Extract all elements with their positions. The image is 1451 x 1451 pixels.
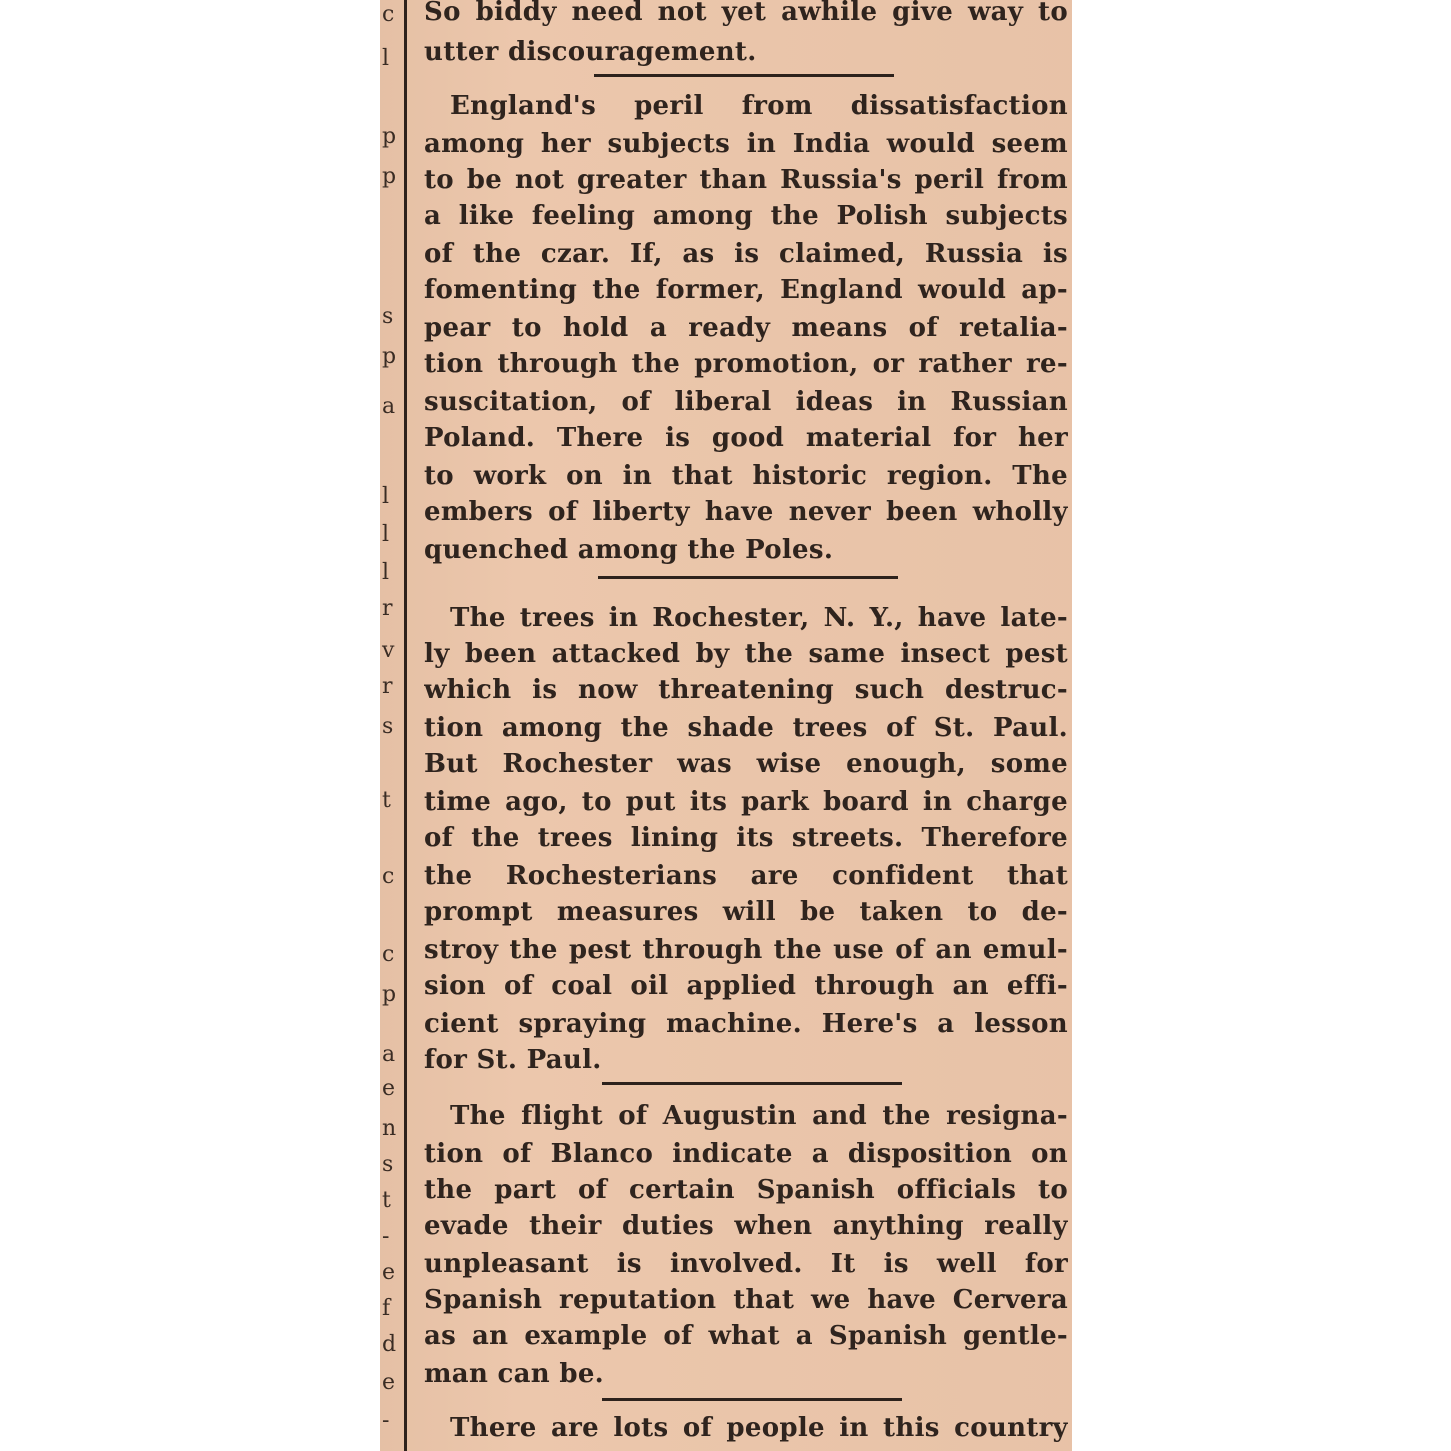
margin-fragment: l bbox=[382, 46, 390, 71]
text-line: The flight of Augustin and the resigna- bbox=[450, 1101, 1068, 1131]
margin-fragment: e bbox=[382, 1370, 396, 1395]
margin-fragment: a bbox=[382, 394, 396, 419]
section-divider bbox=[594, 74, 894, 77]
text-line: embers of liberty have never been wholly bbox=[424, 497, 1068, 527]
section-divider bbox=[602, 1398, 902, 1401]
text-line: for St. Paul. bbox=[424, 1045, 602, 1075]
text-line: sion of coal oil applied through an effi- bbox=[424, 971, 1068, 1001]
text-line: quenched among the Poles. bbox=[424, 535, 834, 565]
margin-fragment: c bbox=[382, 942, 395, 967]
margin-fragment: l bbox=[382, 522, 390, 547]
section-divider bbox=[598, 576, 898, 579]
margin-fragment: c bbox=[382, 864, 395, 889]
text-line: as an example of what a Spanish gentle- bbox=[424, 1321, 1068, 1351]
text-line: pear to hold a ready means of retalia- bbox=[424, 313, 1068, 343]
margin-fragment: l bbox=[382, 560, 390, 585]
text-line: tion among the shade trees of St. Paul. bbox=[424, 713, 1068, 743]
margin-fragment: p bbox=[382, 164, 397, 189]
margin-fragment: t bbox=[382, 1188, 391, 1213]
margin-fragment: p bbox=[382, 124, 397, 149]
text-line: to work on in that historic region. The bbox=[424, 461, 1068, 491]
text-line: Poland. There is good material for her bbox=[424, 423, 1068, 453]
section-divider bbox=[602, 1082, 902, 1085]
margin-fragment: - bbox=[382, 1224, 390, 1249]
text-line: ly been attacked by the same insect pest bbox=[424, 639, 1068, 669]
margin-fragment: t bbox=[382, 788, 391, 813]
text-line: So biddy need not yet awhile give way to bbox=[424, 0, 1068, 27]
margin-fragment: f bbox=[382, 1296, 391, 1321]
text-line: prompt measures will be taken to de- bbox=[424, 897, 1068, 927]
article-column bbox=[424, 0, 1068, 1451]
column-rule bbox=[404, 0, 407, 1451]
text-line: of the czar. If, as is claimed, Russia is bbox=[424, 239, 1068, 269]
margin-fragment: s bbox=[382, 1152, 394, 1177]
margin-fragment: l bbox=[382, 484, 390, 509]
text-line: the part of certain Spanish officials to bbox=[424, 1175, 1068, 1205]
text-line: The trees in Rochester, N. Y., have late- bbox=[450, 603, 1068, 633]
margin-fragment: s bbox=[382, 714, 394, 739]
text-line: fomenting the former, England would ap- bbox=[424, 275, 1068, 305]
text-line: evade their duties when anything really bbox=[424, 1211, 1068, 1241]
text-line: among her subjects in India would seem bbox=[424, 129, 1068, 159]
text-line: of the trees lining its streets. Therefore bbox=[424, 823, 1068, 853]
text-line: tion of Blanco indicate a disposition on bbox=[424, 1139, 1068, 1169]
margin-fragment: s bbox=[382, 304, 394, 329]
margin-fragment: v bbox=[382, 638, 395, 663]
margin-fragment: c bbox=[382, 2, 395, 27]
text-line: stroy the pest through the use of an emul- bbox=[424, 935, 1068, 965]
text-line: time ago, to put its park board in charge bbox=[424, 787, 1068, 817]
margin-fragment: r bbox=[382, 674, 393, 699]
text-line: There are lots of people in this country bbox=[450, 1413, 1068, 1443]
text-line: But Rochester was wise enough, some bbox=[424, 749, 1068, 779]
text-line: man can be. bbox=[424, 1359, 605, 1389]
text-line: suscitation, of liberal ideas in Russian bbox=[424, 387, 1068, 417]
text-line: unpleasant is involved. It is well for bbox=[424, 1249, 1068, 1279]
margin-fragment: p bbox=[382, 982, 397, 1007]
text-line: to be not greater than Russia's peril from bbox=[424, 165, 1068, 195]
margin-fragment: a bbox=[382, 1042, 396, 1067]
text-line: England's peril from dissatisfaction bbox=[450, 91, 1068, 121]
text-line: which is now threatening such destruc- bbox=[424, 675, 1068, 705]
text-line: a like feeling among the Polish subjects bbox=[424, 201, 1068, 231]
text-line: utter discouragement. bbox=[424, 37, 757, 67]
margin-fragment: d bbox=[382, 1332, 397, 1357]
margin-fragment: e bbox=[382, 1076, 396, 1101]
text-line: tion through the promotion, or rather re- bbox=[424, 349, 1068, 379]
text-line: Spanish reputation that we have Cervera bbox=[424, 1285, 1068, 1315]
adjacent-column-fragments bbox=[380, 0, 402, 1451]
text-line: the Rochesterians are confident that bbox=[424, 861, 1068, 891]
margin-fragment: - bbox=[382, 1408, 390, 1433]
margin-fragment: n bbox=[382, 1116, 397, 1141]
margin-fragment: r bbox=[382, 596, 393, 621]
margin-fragment: e bbox=[382, 1260, 396, 1285]
text-line: cient spraying machine. Here's a lesson bbox=[424, 1009, 1068, 1039]
margin-fragment: p bbox=[382, 344, 397, 369]
